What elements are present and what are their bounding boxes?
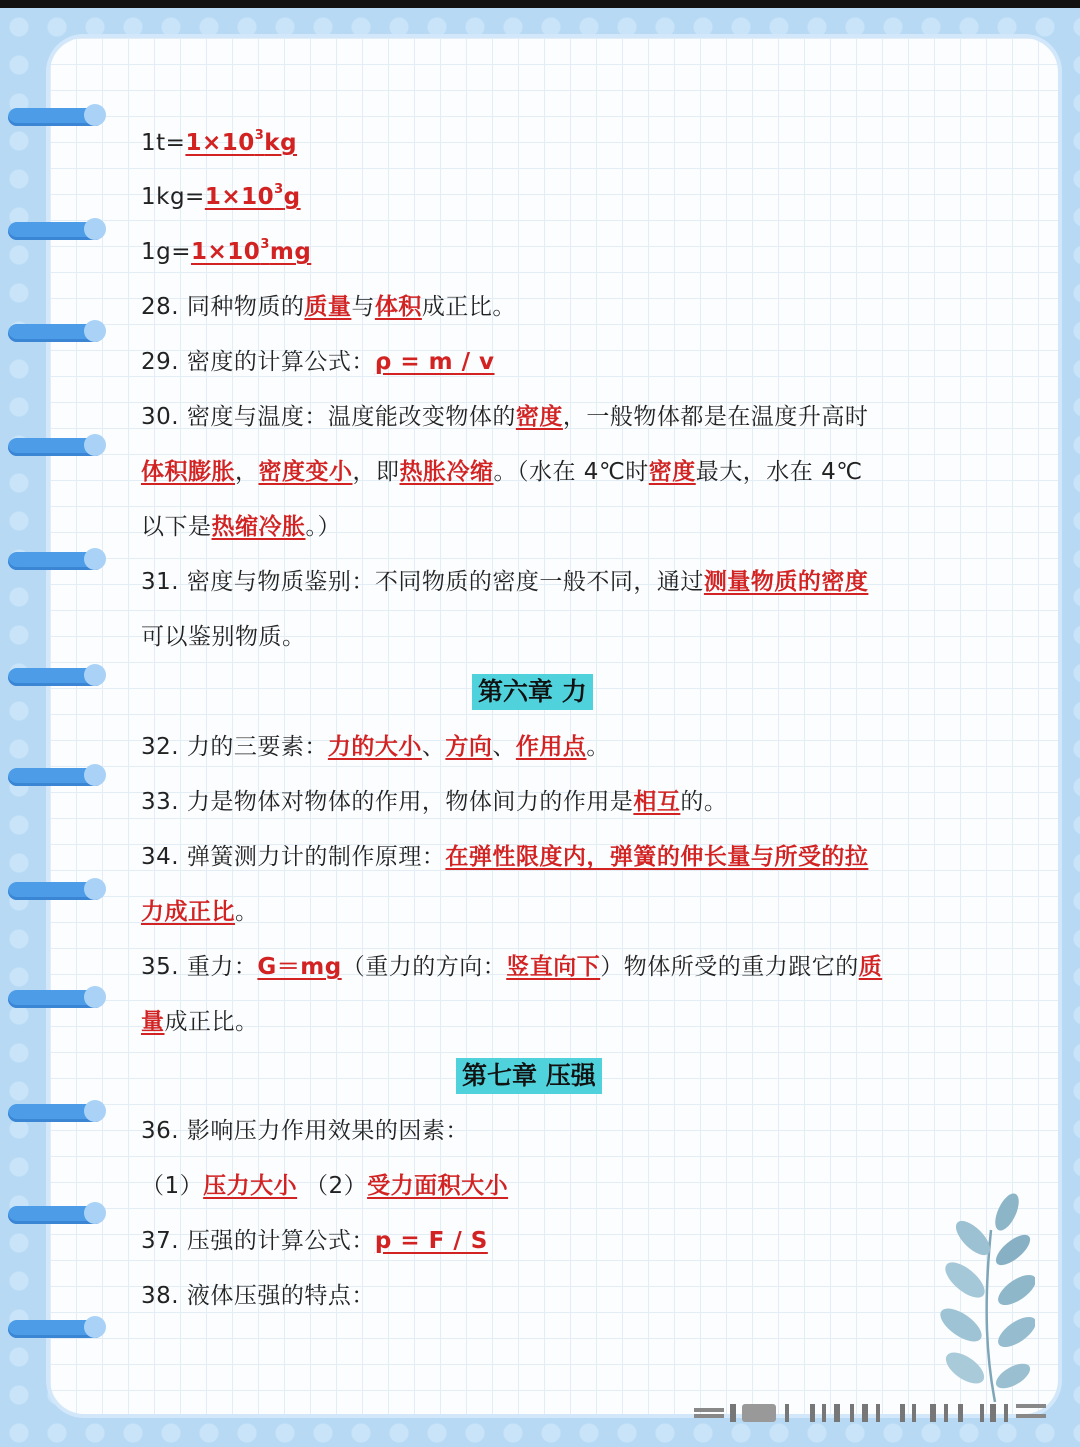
answer: 体积 [374, 294, 422, 320]
text: 1g= [141, 239, 192, 265]
answer: 压力大小 [203, 1173, 298, 1199]
answer: G＝mg [257, 954, 342, 980]
item-34-line2: 力成正比。 [141, 899, 259, 925]
answer: 力的大小 [327, 734, 422, 760]
item-37: 37. 压强的计算公式：p = F / S [141, 1228, 488, 1254]
text: 1t= [141, 130, 186, 156]
item-29: 29. 密度的计算公式：ρ = m / v [141, 349, 495, 375]
answer-value: $1\times 10^3kg$ [185, 128, 298, 156]
answer: 质量 [304, 294, 352, 320]
answer: 密度 [515, 404, 563, 430]
answer: 测量物质的密度 [703, 569, 869, 595]
answer-formula: p = F / S [374, 1228, 488, 1254]
answer: 相互 [633, 789, 681, 815]
binder-ring [8, 324, 104, 342]
item-35-line2: 量成正比。 [141, 1009, 259, 1035]
answer: 密度变小 [258, 459, 353, 485]
answer: 体积膨胀 [141, 459, 235, 485]
text: 1kg= [141, 184, 205, 210]
item-31-line2: 可以鉴别物质。 [141, 624, 306, 650]
answer-value: $1\times 10^3g$ [204, 182, 301, 210]
binder-ring [8, 438, 104, 456]
item-35-line1: 35. 重力：G＝mg（重力的方向：竖直向下）物体所受的重力跟它的质 [141, 954, 883, 980]
answer: 热缩冷胀 [211, 514, 306, 540]
answer-formula: ρ = m / v [374, 349, 495, 375]
answer: 量 [141, 1009, 165, 1035]
answer: 质 [858, 954, 883, 980]
item-30-line1: 30. 密度与温度：温度能改变物体的密度，一般物体都是在温度升高时 [141, 404, 869, 430]
answer: 竖直向下 [506, 954, 601, 980]
item-33: 33. 力是物体对物体的作用，物体间力的作用是相互的。 [141, 789, 728, 815]
item-38: 38. 液体压强的特点： [141, 1283, 375, 1309]
binder-ring [8, 1206, 104, 1224]
answer: 作用点 [515, 734, 587, 760]
binder-ring [8, 1104, 104, 1122]
binder-ring [8, 990, 104, 1008]
binder-ring [8, 668, 104, 686]
conversion-line-g [141, 237, 311, 267]
binder-ring [8, 108, 104, 126]
item-36: 36. 影响压力作用效果的因素： [141, 1118, 469, 1144]
top-border [0, 0, 1080, 8]
answer: 力成正比 [141, 899, 235, 925]
binder-ring [8, 882, 104, 900]
item-30-line3: 以下是热缩冷胀。） [141, 514, 341, 540]
item-36-factors: （1）压力大小 （2）受力面积大小 [141, 1173, 509, 1199]
chapter-6-heading: 第六章 力 [472, 674, 593, 710]
barcode-watermark-icon [690, 1400, 1060, 1426]
item-31-line1: 31. 密度与物质鉴别：不同物质的密度一般不同，通过测量物质的密度 [141, 569, 869, 595]
conversion-line-t [141, 128, 297, 158]
item-32: 32. 力的三要素：力的大小、方向、作用点。 [141, 734, 610, 760]
answer: 在弹性限度内，弹簧的伸长量与所受的拉 [445, 844, 869, 870]
answer: 密度 [648, 459, 696, 485]
answer-value: $1\times 10^3mg$ [191, 237, 312, 265]
item-28: 28. 同种物质的质量与体积成正比。 [141, 294, 516, 320]
binder-ring [8, 1320, 104, 1338]
chapter-7-heading: 第七章 压强 [456, 1058, 602, 1094]
item-30-line2: 体积膨胀，密度变小，即热胀冷缩。（水在 4℃时密度最大，水在 4℃ [141, 459, 863, 485]
answer: 热胀冷缩 [399, 459, 494, 485]
binder-ring [8, 552, 104, 570]
binder-ring [8, 768, 104, 786]
leaf-decoration-icon [925, 1190, 1035, 1405]
binder-ring [8, 222, 104, 240]
item-34-line1: 34. 弹簧测力计的制作原理：在弹性限度内，弹簧的伸长量与所受的拉 [141, 844, 869, 870]
conversion-line-kg [141, 182, 301, 212]
answer: 方向 [445, 734, 493, 760]
answer: 受力面积大小 [367, 1173, 509, 1199]
